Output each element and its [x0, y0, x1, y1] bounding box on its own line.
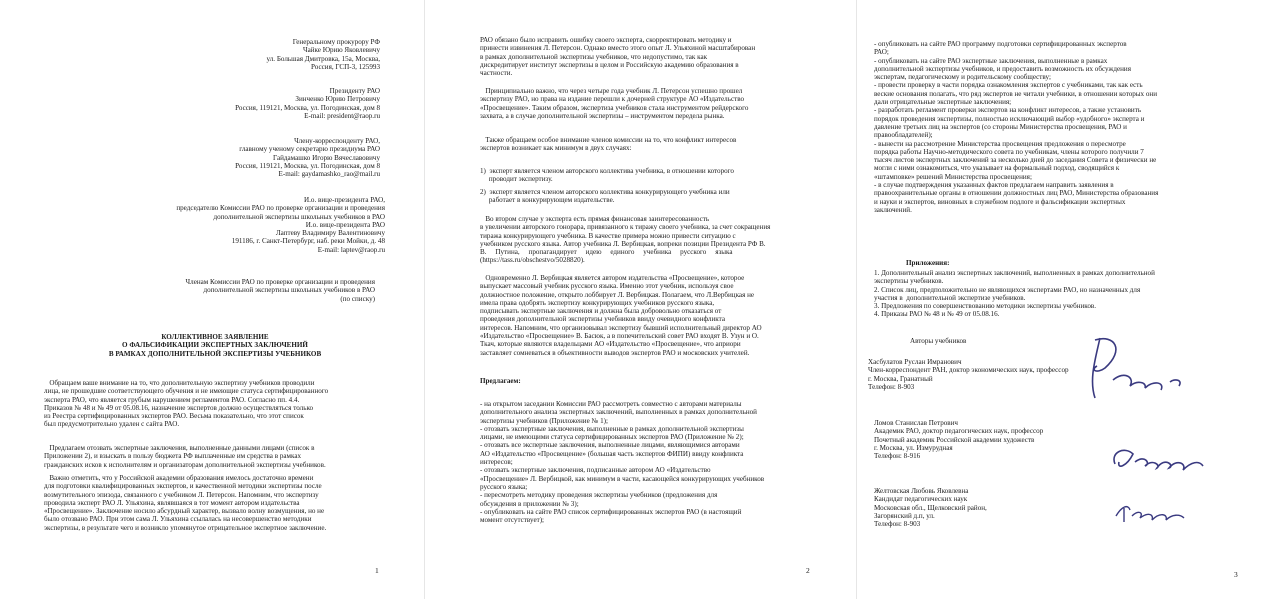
- document-title: КОЛЛЕКТИВНОЕ ЗАЯВЛЕНИЕ О ФАЛЬСИФИКАЦИИ ЭКСПЕРТНЫХ ЗАКЛЮЧЕНИЙ В РАМКАХ ДОПОЛНИТЕЛЬНОЙ ЭКСПЕРТИЗЫ УЧЕБНИКОВ: [108, 333, 322, 358]
- signature-lomov: [1105, 440, 1215, 480]
- recipient-secretary: Члену-корреспонденту РАО, главному ученому секретарю президиума РАО Гайдамашко Игорю Вячеславовичу Россия, 119121, Москва, ул. Погодинская, дом 8 E-mail: gaydamashko_rao@mail.ru: [235, 137, 380, 179]
- author-1: Хасбулатов Руслан Имранович Член-корреспондент РАН, доктор экономических наук, профессор г. Москва, Гранатный Телефон: 8-903: [868, 358, 1069, 391]
- recipient-vice-president: И.о. вице-президента РАО, председателю Комиссии РАО по проверке организации и проведения дополнительной экспертизы школьных учебников в РАО И.о. вице-президента РАО Лаптеву Владимиру Валентиновичу 191186, г. Санкт-Петербург, наб. реки Мойки, д. 48 E-mail: laptev@raop.ru: [176, 196, 385, 254]
- page-divider: [856, 0, 857, 599]
- author-3: Желтовская Любовь Яковлевна Кандидат педагогических наук Московская обл., Щелковский район, Загорянский д.п, ул. Телефон: 8-903: [874, 487, 987, 529]
- paragraph-1: РАО обязано было исправить ошибку своего эксперта, скорректировать методику и принести извинения Л. Петерсон. Однако вместо этого опыт Л. Ульяхиной масштабирован в рамках дополнительной экспертизы учебников, что недопустимо, так как дискредитирует институт экспертизы в целом и Российскую академию образования в частности.: [480, 36, 756, 78]
- page-number: 1: [375, 566, 379, 575]
- signature-zheltovskaya: [1110, 498, 1190, 528]
- page-2: [428, 0, 853, 599]
- paragraph-2: Принципиально важно, что через четыре года учебник Л. Петерсон успешно прошел экспертизу РАО, но права на издание перешли к дочерней структуре АО «Издательство «Просвещение». Таким образом, экспертиза учебников стала инструментом рейдерского захвата, а в случае дополнительной экспертизы – инструментом передела рынка.: [480, 87, 749, 120]
- paragraph-5: Одновременно Л. Вербицкая является автором издательства «Просвещение», которое выпускает массовый учебник русского языка. Именно этот учебник, используя свое должностное положение, открыто лоббирует Л. Вербицкая. Полагаем, что Л.Вербицкая не имела права одобрять экспертизу конкурирующих учебников русского языка, подписывать экспертные заключения и должна была добровольно отказаться от проведения дополнительной экспертизы учебников ввиду очевидного конфликта интересов. Напомним, что организовывал экспертизу бывший исполнительный директор АО «Издательство «Просвещение» В. Басюк, а в попечительский совет РАО входят В. Узун и О. Ткач, которые являются владельцами АО «Издательство «Просвещение», что априори заставляет сомневаться в объективности выводов экспертов РАО и московских учителей.: [480, 274, 762, 357]
- recipient-president: Президенту РАО Зинченко Юрию Петровичу Россия, 119121, Москва, ул. Погодинская, дом 8 E-mail: president@raop.ru: [235, 87, 380, 120]
- author-2: Ломов Станислав Петрович Академик РАО, доктор педагогических наук, профессор Почетный академик Российской академии художеств г. Москва, ул. Измурудная Телефон: 8-916: [874, 419, 1044, 461]
- recipient-commission: Членам Комиссии РАО по проверке организации и проведения дополнительной экспертизы школьных учебников в РАО (по списку): [185, 278, 375, 303]
- signature-khasbulatov: [1075, 330, 1205, 405]
- appendix-title: Приложения:: [906, 259, 950, 267]
- paragraph-4: Во втором случае у эксперта есть прямая финансовая заинтересованность в увеличении авторского гонорара, привязанного к тиражу своего учебника, за счет сокращения тиража конкурирующего учебника. В качестве примера можно привести ситуацию с учебником русского языка. Автор учебника Л. Вербицкая, вопреки позиции Президента РФ В. В. Путина, пропагандирует идею единого учебника русского языка (https://tass.ru/obschestvo/5028820).: [480, 215, 771, 265]
- recipient-prosecutor: Генеральному прокурору РФ Чайке Юрию Яковлевичу ул. Большая Дмитровка, 15а, Москва, Россия, ГСП-3, 125993: [266, 38, 380, 71]
- page-3: [860, 0, 1280, 599]
- list-item-2: 2) эксперт является членом авторского коллектива конкурирующего учебника или работает в конкурирующем издательстве.: [480, 188, 730, 205]
- page-divider: [424, 0, 425, 599]
- page-1: [0, 0, 420, 599]
- list-item-1: 1) эксперт является членом авторского коллектива учебника, в отношении которого проводит экспертизу.: [480, 167, 734, 184]
- paragraph-1: Обращаем ваше внимание на то, что дополнительную экспертизу учебников проводили лица, не прошедшие соответствующего обучения и не имеющие статуса сертифицированного эксперта РАО, что является грубым нарушением регламентов РАО. Согласно пп. 4.4. Приказов № 48 и № 49 от 05.08.16, назначение экспертов должно осуществляться только из Реестра сертифицированных экспертов РАО. Весьма показательно, что этот список был предусмотрительно удален с сайта РАО.: [44, 379, 329, 429]
- page-number: 3: [1234, 570, 1238, 579]
- proposals-continued: - опубликовать на сайте РАО программу подготовки сертифицированных экспертов РАО; - опубликовать на сайте РАО экспертные заключения, выполненные в рамках дополнительной экспертизы учебников, и предоставить возможность их обсуждения экспертам, педагогическому и родительскому сообществу; - провести проверку в части порядка ознакомления экспертов с учебниками, так как есть веские основания полагать, что ряд экспертов не читали учебники, в отношении которых они дали отрицательные экспертные заключения; - разработать регламент проверки экспертов на конфликт интересов, а также установить порядок проведения экспертизы, полностью исключающий выбор «удобного» эксперта и давление третьих лиц на экспертов (со стороны Министерства просвещения, РАО и правообладателей); - вынести на рассмотрение Министерства просвещения предложения о пересмотре порядка работы Научно-методического совета по учебникам, члены которого получили 7 тысяч листов экспертных заключений за несколько дней до заседания Совета и физически не могли с ними ознакомиться, что указывает на формальный подход, сводящийся к «штамповке» решений Министерства просвещения; - в случае подтверждения указанных фактов предлагаем направить заявления в правоохранительные органы в отношении должностных лиц РАО, Министерства образования и науки и экспертов, виновных в служебном подлоге и фальсификации экспертных заключений.: [874, 40, 1159, 214]
- page-number: 2: [806, 566, 810, 575]
- appendix-list: 1. Дополнительный анализ экспертных заключений, выполненных в рамках дополнительной экспертизы учебников. 2. Список лиц, предположительно не являющихся экспертами РАО, но назначенных для участия в дополнительной экспертизе учебников. 3. Предложения по совершенствованию методики экспертизы учебников. 4. Приказы РАО № 48 и № 49 от 05.08.16.: [874, 269, 1155, 319]
- proposals-title: Предлагаем:: [480, 377, 521, 385]
- paragraph-3: Важно отметить, что у Российской академии образования имелось достаточно времени для подготовки квалифицированных экспертов, и качественной методики экспертизы после возмутительного эпизода, связанного с учебником Л. Петерсон. Напомним, что экспертизу проводила эксперт РАО Л. Ульяхина, являвшаяся в тот момент автором издательства «Просвещение». Заключение носило абсурдный характер, вызвало волну возмущения, но не было отозвано РАО. При этом сама Л. Ульяхина ссылалась на несовершенство методики экспертизы, в результате чего и возникло упомянутое отрицательное экспертное заключение.: [44, 474, 327, 532]
- proposals-list: - на открытом заседании Комиссии РАО рассмотреть совместно с авторами материалы дополнительного анализа экспертных заключений, выполненных в рамках дополнительной экспертизы учебников (Приложение № 1); - отозвать экспертные заключения, выполненные в рамках дополнительной экспертизы лицами, не имеющими статуса сертифицированных экспертов РАО (Приложение № 2); - отозвать все экспертные заключения, выполненные лицами, являющимися авторами АО «Издательство «Просвещение» (большая часть экспертов ФИПИ) ввиду конфликта интересов; - отозвать экспертные заключения, подписанные автором АО «Издательство «Просвещение» Л. Вербицкой, как минимум в части, касающейся конкурирующих учебников русского языка; - пересмотреть методику проведения экспертизы учебников (предложения для обсуждения в приложении № 3); - опубликовать на сайте РАО список сертифицированных экспертов РАО (в настоящий момент отсутствует);: [480, 400, 765, 525]
- paragraph-3: Также обращаем особое внимание членов комиссии на то, что конфликт интересов экспертов возникает как минимум в двух случаях:: [480, 136, 737, 153]
- paragraph-2: Предлагаем отозвать экспертные заключения, выполненные данными лицами (список в Приложении 2), и взыскать в пользу бюджета РФ выплаченные им средства в рамках гражданских исков к исполнителям и организаторам дополнительной экспертизы учебников.: [44, 444, 326, 469]
- authors-title: Авторы учебников: [910, 337, 967, 345]
